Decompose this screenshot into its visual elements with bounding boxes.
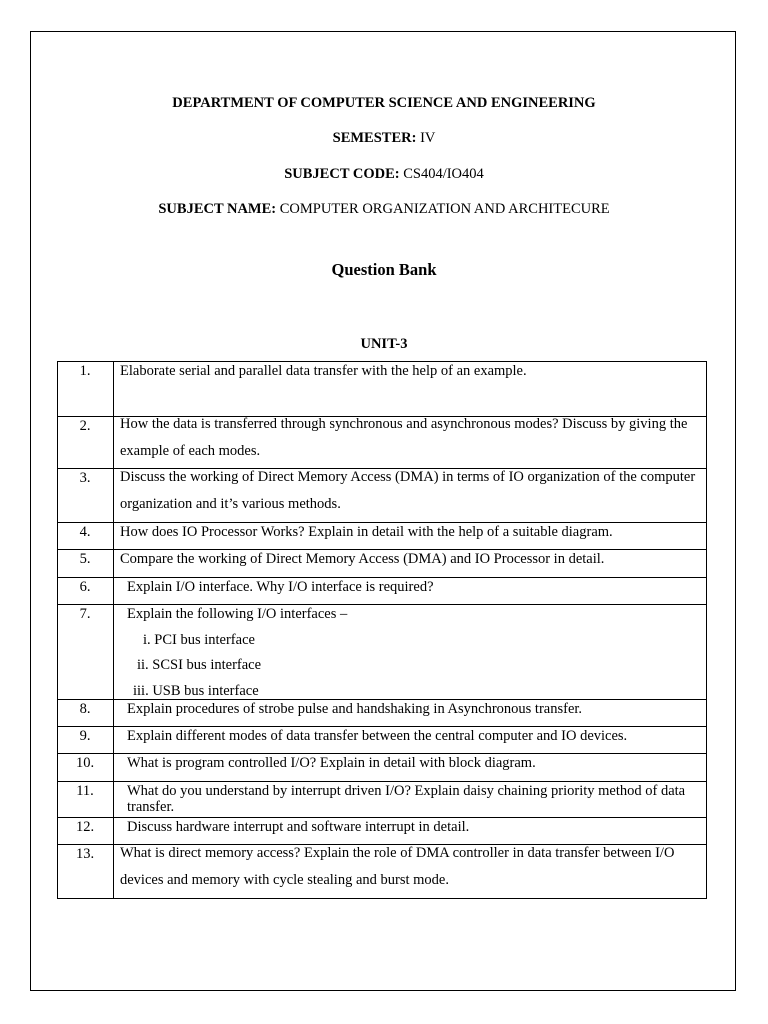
- sub-item: iii. USB bus interface: [133, 683, 259, 699]
- sub-item: i. PCI bus interface: [143, 632, 255, 648]
- subject-code-value: CS404/IO404: [403, 166, 484, 182]
- question-number: 10.: [75, 755, 95, 771]
- subject-code-line: [0, 164, 768, 184]
- question-number: 3.: [79, 470, 91, 486]
- question-text: Explain procedures of strobe pulse and handshaking in Asynchronous transfer.: [127, 701, 583, 717]
- question-text: Explain different modes of data transfer between the central computer and IO devices.: [127, 728, 628, 744]
- department-heading: DEPARTMENT OF COMPUTER SCIENCE AND ENGINEERING: [172, 95, 596, 111]
- question-text: Discuss the working of Direct Memory Access (DMA) in terms of IO organization of the computer organization and it’s various methods.: [120, 469, 696, 512]
- page-title: Question Bank: [331, 260, 437, 279]
- question-number: 12.: [75, 819, 95, 835]
- question-number: 1.: [79, 363, 91, 379]
- question-text: What is direct memory access? Explain the role of DMA controller in data transfer between I/O devices and memory with cycle stealing and burst mode.: [120, 845, 675, 888]
- question-text: Elaborate serial and parallel data transfer with the help of an example.: [120, 363, 527, 379]
- question-text: Discuss hardware interrupt and software interrupt in detail.: [127, 819, 470, 835]
- question-number: 13.: [75, 846, 95, 862]
- question-number: 9.: [79, 728, 91, 744]
- subject-name-label: SUBJECT NAME:: [158, 201, 277, 217]
- subject-name-value: COMPUTER ORGANIZATION AND ARCHITECURE: [279, 201, 610, 217]
- question-number: 5.: [79, 551, 91, 567]
- semester-value: IV: [420, 130, 436, 146]
- semester-label: SEMESTER:: [332, 130, 417, 146]
- question-number: 7.: [79, 606, 91, 622]
- question-number: 2.: [79, 418, 91, 434]
- semester-line: [0, 128, 768, 148]
- question-number: 6.: [79, 579, 91, 595]
- question-text: Explain the following I/O interfaces –: [127, 606, 348, 622]
- subject-name-line: [0, 199, 768, 219]
- question-text: Compare the working of Direct Memory Access (DMA) and IO Processor in detail.: [120, 551, 605, 567]
- question-text: What is program controlled I/O? Explain in detail with block diagram.: [127, 755, 536, 771]
- sub-item: ii. SCSI bus interface: [137, 657, 262, 673]
- question-number: 4.: [79, 524, 91, 540]
- question-text: How the data is transferred through synchronous and asynchronous modes? Discuss by giving the example of each modes.: [120, 416, 688, 459]
- question-number: 11.: [76, 783, 94, 799]
- unit-heading: UNIT-3: [360, 336, 408, 352]
- question-number: 8.: [79, 701, 91, 717]
- question-text: Explain I/O interface. Why I/O interface is required?: [127, 579, 434, 595]
- subject-code-label: SUBJECT CODE:: [284, 166, 400, 182]
- question-text: How does IO Processor Works? Explain in detail with the help of a suitable diagram.: [120, 524, 613, 540]
- question-text: What do you understand by interrupt driven I/O? Explain daisy chaining priority method of data transfer.: [127, 783, 686, 815]
